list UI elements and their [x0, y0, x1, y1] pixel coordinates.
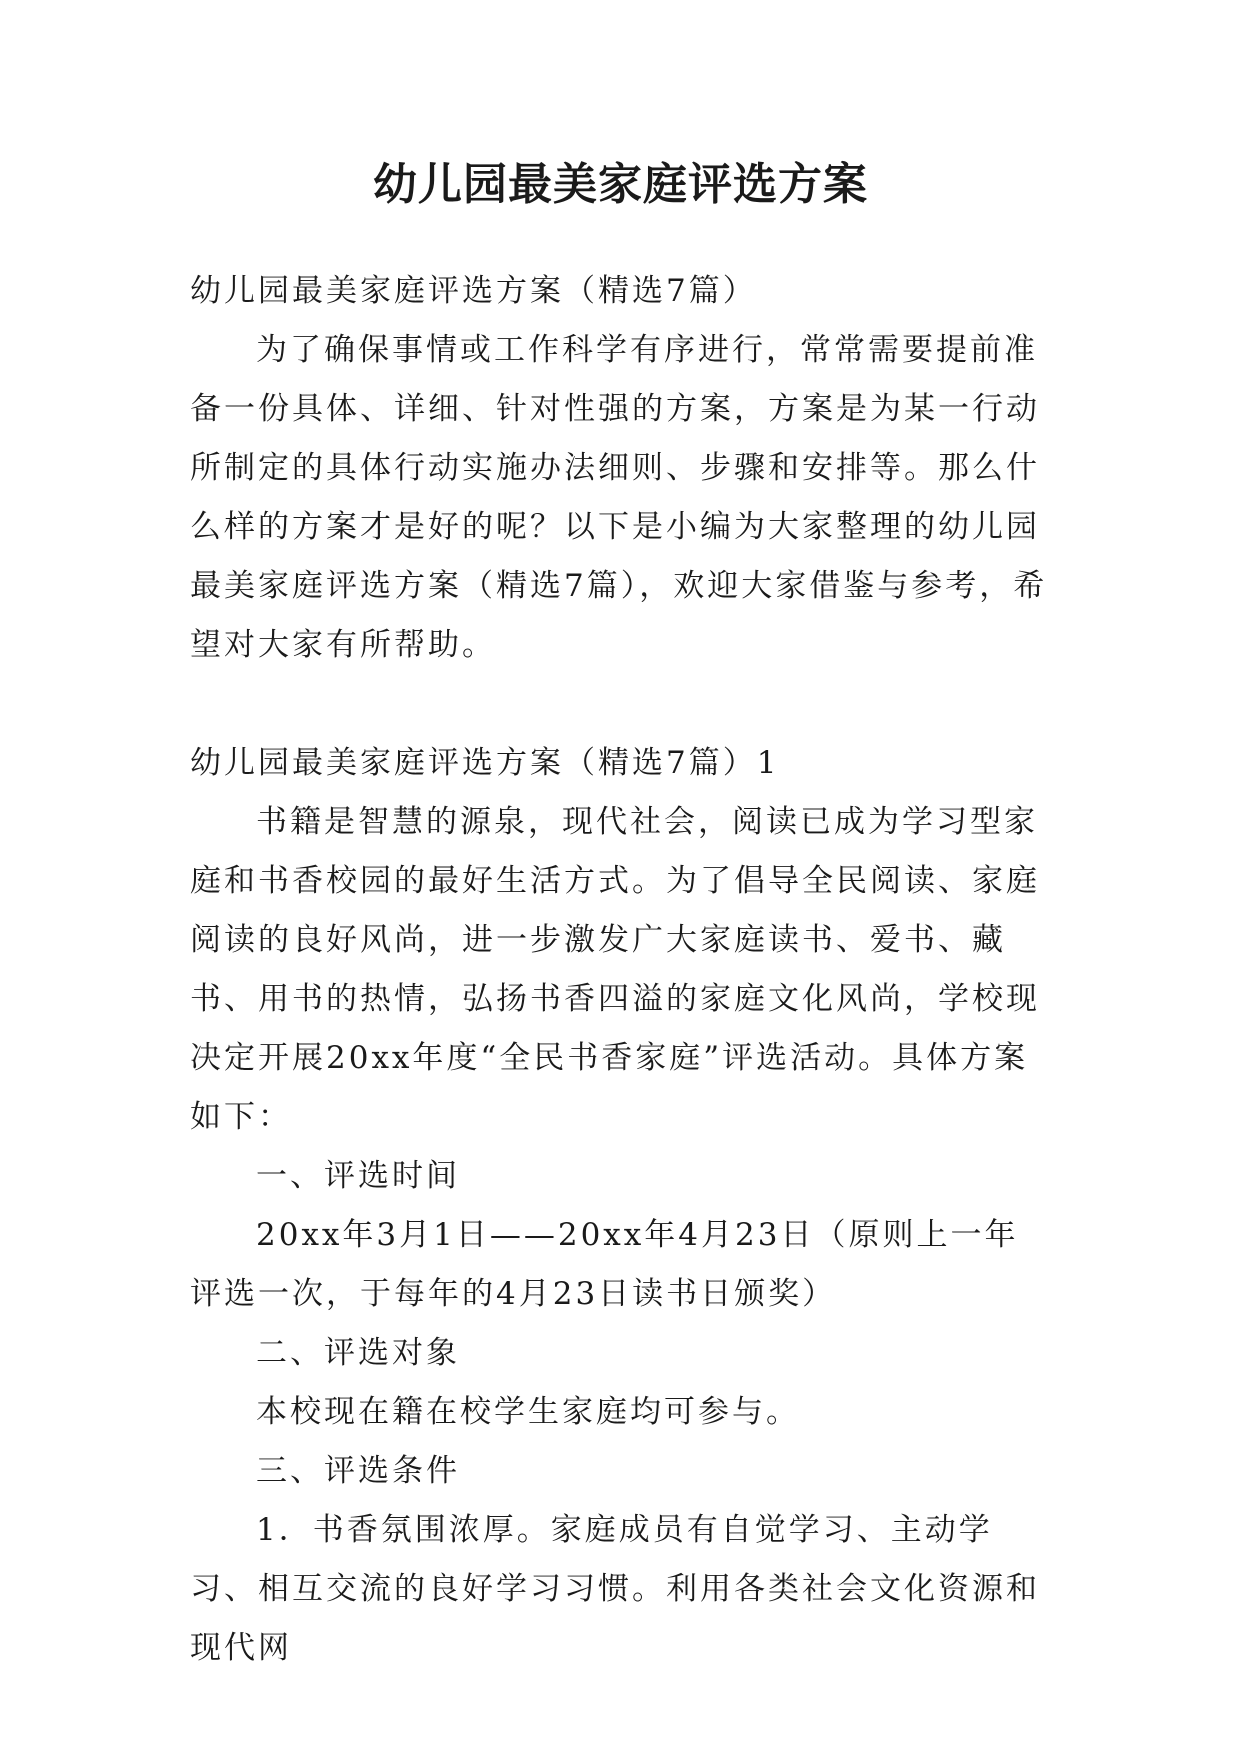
item1-text: 20xx年3月1日——20xx年4月23日（原则上一年评选一次，于每年的4月23日读书日颁奖） [190, 1217, 1019, 1312]
intro-paragraph: 为了确保事情或工作科学有序进行，常常需要提前准备一份具体、详细、针对性强的方案，方案是为某一行动所制定的具体行动实施办法细则、步骤和安排等。那么什么样的方案才是好的呢？以下是小编为大家整理的幼儿园最美家庭评选方案（精选7篇），欢迎大家借鉴与参考，希望对大家有所帮助。 [190, 332, 1048, 663]
item2-text: 本校现在籍在校学生家庭均可参与。 [256, 1394, 800, 1430]
section1-paragraph: 书籍是智慧的源泉，现代社会，阅读已成为学习型家庭和书香校园的最好生活方式。为了倡导全民阅读、家庭阅读的良好风尚，进一步激发广大家庭读书、爱书、藏书、用书的热情，弘扬书香四溢的家庭文化风尚，学校现决定开展20xx年度“全民书香家庭”评选活动。具体方案如下： [190, 804, 1040, 1135]
item3-heading: 三、评选条件 [256, 1453, 460, 1489]
item1-heading: 一、评选时间 [256, 1158, 460, 1194]
paragraph-spacer [190, 675, 1048, 734]
document-title: 幼儿园最美家庭评选方案 [373, 159, 868, 210]
section1-heading: 幼儿园最美家庭评选方案（精选7篇）1 [190, 745, 780, 781]
item3-text: 1．书香氛围浓厚。家庭成员有自觉学习、主动学习、相互交流的良好学习习惯。利用各类社会文化资源和现代网 [190, 1512, 1040, 1666]
intro-heading: 幼儿园最美家庭评选方案（精选7篇） [190, 273, 757, 309]
item2-heading: 二、评选对象 [256, 1335, 460, 1371]
document-body [190, 262, 1048, 1678]
